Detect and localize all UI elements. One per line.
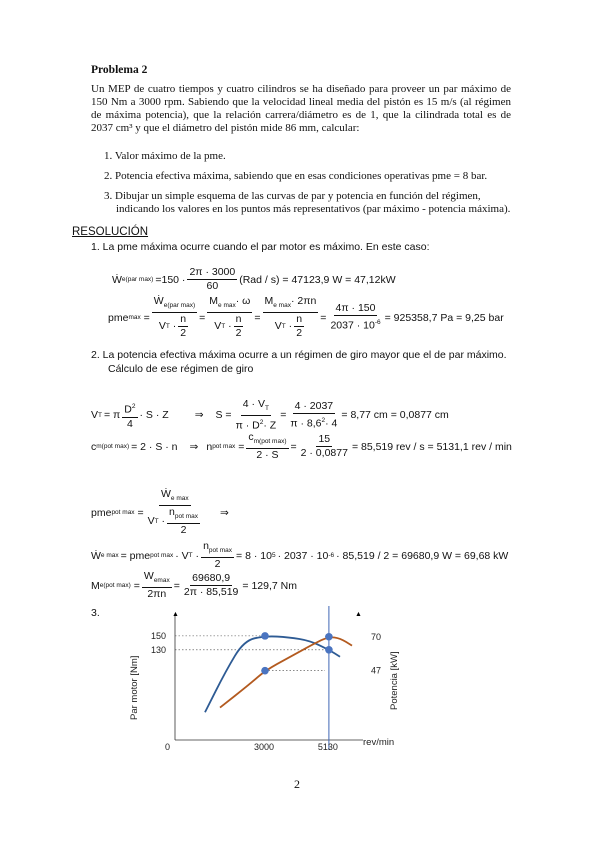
- fraction: [207, 295, 252, 340]
- list-item-number: 3.: [104, 190, 113, 202]
- eq-lhs-sub: T: [98, 411, 102, 419]
- list-item-number: 2.: [104, 170, 113, 182]
- numerator: [201, 540, 234, 558]
- eq-text: = 2 · S · n: [131, 440, 178, 453]
- problem-title: Problema 2: [91, 64, 148, 76]
- subscript: e max: [218, 302, 236, 310]
- subscript: pot max: [208, 547, 233, 555]
- power-point-marker: [261, 667, 269, 675]
- fraction: [167, 506, 200, 537]
- dot: ·: [225, 320, 232, 333]
- eq-text: = pme: [120, 549, 151, 562]
- equals-sign: =: [320, 311, 327, 324]
- symbol: W: [143, 570, 154, 582]
- dot: ·: [169, 320, 177, 333]
- eq-text: · 85,519 / 2 = 69680,9 W = 69,68 kW: [336, 549, 509, 562]
- eq-lhs: M: [91, 579, 100, 592]
- list-item: [104, 170, 514, 183]
- eq-lhs: c: [91, 440, 97, 453]
- denominator: [288, 414, 339, 431]
- symbol: V: [158, 320, 166, 333]
- denominator: [328, 316, 382, 333]
- subscript: m(pot max): [253, 438, 287, 446]
- denominator: [157, 313, 192, 340]
- equals-sign: =: [130, 579, 140, 592]
- equation-power-max-torque: [112, 266, 396, 293]
- list-item-text: Dibujar un simple esquema de las curvas de par y potencia en función del régimen, indicando los valores en los puntos más representativos (par máximo - potencia máxima).: [115, 190, 511, 215]
- numerator: [122, 400, 137, 418]
- arrow: ⇒: [194, 409, 204, 422]
- torque-curve: [205, 636, 340, 712]
- subscript: e(par max): [163, 302, 196, 310]
- numerator: 4π · 150: [335, 302, 376, 315]
- dot: ·: [285, 320, 293, 333]
- x-tick-label: 0: [165, 742, 171, 752]
- dot: ·: [158, 515, 166, 528]
- eq-text: π · 8,6: [290, 417, 322, 430]
- fraction: [142, 570, 172, 601]
- eq-lhs: pme: [91, 506, 112, 519]
- eq-text: = 129,7 Nm: [242, 579, 297, 592]
- equation-stroke: [91, 398, 449, 433]
- numerator: [159, 488, 191, 506]
- numerator: [263, 295, 319, 313]
- superscript: -6: [374, 319, 381, 327]
- eq-lhs-sub: e max: [100, 552, 119, 560]
- symbol: n: [203, 540, 209, 552]
- denominator: 2πn: [147, 588, 167, 601]
- eq-text: = 85,519 rev / s = 5131,1 rev / min: [351, 440, 512, 453]
- denominator: 2: [296, 327, 303, 340]
- symbol: M: [264, 295, 274, 307]
- numerator: 69680,9: [192, 572, 231, 585]
- denominator: 2 · 0,0877: [300, 447, 348, 460]
- numerator: n: [296, 313, 303, 326]
- equals-sign: =: [290, 440, 297, 453]
- numerator: [167, 506, 200, 524]
- eq-text: = 8 · 10: [236, 549, 272, 562]
- eq-text: (Rad / s) = 47123,9 W = 47,12kW: [239, 273, 396, 286]
- chart-labels: [129, 631, 400, 752]
- y-left-axis-label: Par motor [Nm]: [129, 655, 140, 720]
- list-item-number: 1.: [104, 150, 113, 162]
- subscript: T: [264, 405, 269, 413]
- numerator: 2π · 3000: [189, 266, 236, 278]
- denominator: 2: [180, 524, 187, 537]
- eq-lhs: pme: [108, 311, 129, 324]
- numerator: [246, 431, 288, 449]
- subscript: pot max: [150, 552, 174, 560]
- denominator: [212, 313, 247, 340]
- subscript: T: [165, 323, 170, 331]
- numerator: [142, 570, 172, 588]
- dot: ·: [192, 549, 200, 562]
- denominator: [273, 313, 308, 340]
- y-right-axis-label: Potencia [kW]: [389, 651, 400, 710]
- y-right-tick-label: 70: [371, 631, 382, 642]
- eq-text: · 2037 · 10: [277, 549, 329, 562]
- denominator: 2: [180, 327, 187, 340]
- eq-text: S =: [215, 409, 232, 422]
- arrow: ⇒: [220, 506, 229, 519]
- step-2-text: 2. La potencia efectiva máxima ocurre a un régimen de giro mayor que el de par máximo. Cálculo de ese régimen de giro: [91, 349, 507, 375]
- eq-text: c: [248, 431, 254, 443]
- list-item: [104, 150, 514, 163]
- eq-text: · S · Z: [139, 409, 169, 422]
- subscript: pot max: [174, 513, 199, 521]
- fraction: [263, 295, 319, 340]
- subscript: T: [154, 518, 159, 526]
- fraction: [328, 302, 382, 333]
- fraction: [299, 433, 350, 460]
- superscript: -6: [328, 552, 335, 560]
- chart-markers: [261, 632, 333, 674]
- subscript: T: [281, 323, 286, 331]
- resolution-heading: RESOLUCIÓN: [72, 226, 149, 238]
- fraction: [182, 572, 241, 599]
- eq-text: · V: [175, 549, 189, 562]
- subscript: T: [221, 323, 226, 331]
- eq-lhs-sub: e(par max): [121, 276, 154, 283]
- subscript: emax: [153, 577, 170, 585]
- symbol: M: [209, 295, 219, 307]
- equation-torque-pot-max: [91, 570, 297, 601]
- eq-lhs-sub: max: [128, 314, 141, 322]
- axis-arrow-right: ▲: [355, 611, 362, 618]
- subscript: e max: [273, 302, 291, 310]
- numerator: [241, 398, 271, 416]
- equation-power-max: [91, 540, 508, 571]
- numerator: 15: [318, 433, 331, 446]
- y-left-tick-label: 130: [151, 644, 167, 655]
- chart-series: [205, 636, 352, 712]
- symbol: D: [124, 403, 132, 416]
- eq-lhs-sub: e(pot max): [99, 582, 131, 590]
- power-point-marker: [325, 633, 333, 641]
- numerator: n: [235, 313, 242, 326]
- axis-arrow-left: ▲: [172, 611, 179, 618]
- numerator: [207, 295, 252, 313]
- list-item-text: Valor máximo de la pme.: [114, 150, 226, 162]
- fraction: [234, 398, 279, 433]
- fraction: [288, 400, 339, 431]
- eq-text: = 925358,7 Pa = 9,25 bar: [384, 311, 504, 324]
- eq-text: n: [206, 440, 213, 453]
- numerator: n: [180, 313, 187, 326]
- equation-speed: [91, 431, 512, 462]
- denominator: 2: [214, 558, 221, 571]
- equals-sign: =: [280, 409, 287, 422]
- equals-sign: =: [235, 440, 245, 453]
- eq-text: =150 ·: [155, 273, 186, 286]
- eq-text: = 8,77 cm = 0,0877 cm: [341, 409, 449, 422]
- y-right-tick-label: 47: [371, 665, 382, 676]
- symbol: V: [274, 320, 282, 333]
- superscript: 2: [259, 419, 264, 427]
- eq-lhs-sub: pot max: [111, 509, 135, 517]
- equals-sign: =: [254, 311, 261, 324]
- eq-lhs-sub: m(pot max): [96, 443, 130, 451]
- eq-text: 4 · V: [242, 398, 265, 410]
- superscript: 5: [271, 552, 276, 560]
- fraction: [246, 431, 288, 462]
- superscript: 2: [131, 403, 136, 411]
- fraction: [152, 295, 197, 340]
- symbol: V: [214, 320, 222, 333]
- symbol: Ẇ: [153, 295, 164, 307]
- fraction: [178, 313, 188, 340]
- denominator: 4: [126, 417, 133, 430]
- fraction: [122, 400, 137, 431]
- numerator: [152, 295, 197, 313]
- y-left-tick-label: 150: [151, 630, 167, 641]
- equals-sign: =: [173, 579, 180, 592]
- eq-text: · ω: [235, 295, 251, 307]
- symbol: Ẇ: [161, 488, 171, 500]
- chart-guides: [175, 606, 329, 750]
- symbol: n: [169, 506, 175, 519]
- list-item-text: Potencia efectiva máxima, sabiendo que en esas condiciones operativas pme = 8 bar.: [115, 170, 488, 182]
- denominator: 60: [206, 280, 219, 292]
- eq-text: = π: [104, 409, 121, 422]
- torque-point-marker: [325, 646, 333, 654]
- equation-pme-pot-max: [91, 488, 229, 537]
- subscript: T: [188, 552, 193, 560]
- fraction: [294, 313, 304, 340]
- eq-text: · Z: [263, 419, 277, 432]
- symbol: V: [147, 515, 155, 528]
- eq-text: π · D: [235, 419, 260, 432]
- fraction: [146, 488, 204, 537]
- eq-lhs: Ẇ: [91, 549, 101, 562]
- problem-statement: Un MEP de cuatro tiempos y cuatro cilindros se ha diseñado para proveer un par máximo de 150 Nm a 3000 rpm. Sabiendo que la velocidad lineal media del pistón es 15 m/s (al régimen de máxima potencia), que la relación carrera/diámetro es de 1, que la cilindrada total es de 2037 cm³ y que el diámetro del pistón mide 86 mm, calcular:: [91, 83, 511, 134]
- fraction: [201, 540, 234, 571]
- subscript: pot max: [212, 443, 236, 451]
- x-axis-label: rev/min: [363, 737, 395, 748]
- torque-point-marker: [261, 632, 269, 640]
- page-number: 2: [294, 777, 300, 791]
- list-item: [104, 190, 526, 216]
- eq-text: 2037 · 10: [330, 319, 375, 332]
- fraction: [234, 313, 244, 340]
- eq-text: · 4: [325, 417, 338, 430]
- eq-lhs: Ẇ: [112, 273, 122, 286]
- denominator: [146, 506, 204, 537]
- step-3-label: 3.: [91, 607, 100, 619]
- superscript: 2: [321, 417, 326, 425]
- eq-text: · 2πn: [290, 295, 317, 307]
- equals-sign: =: [134, 506, 144, 519]
- numerator: 4 · 2037: [294, 400, 334, 413]
- x-tick-label: 5130: [317, 742, 338, 752]
- equation-pme-max: [108, 295, 504, 340]
- equals-sign: =: [140, 311, 150, 324]
- equals-sign: =: [199, 311, 206, 324]
- arrow: ⇒: [189, 440, 199, 453]
- denominator: 2 · S: [256, 449, 279, 462]
- eq-lhs: V: [91, 409, 99, 422]
- power-curve: [220, 637, 352, 707]
- denominator: 2: [235, 327, 242, 340]
- step-1-text: 1. La pme máxima ocurre cuando el par motor es máximo. En este caso:: [91, 241, 430, 253]
- denominator: 2π · 85,519: [183, 586, 239, 599]
- x-tick-label: 3000: [254, 742, 275, 752]
- chart-axes: [172, 611, 363, 740]
- subscript: e max: [170, 495, 189, 503]
- fraction: [187, 266, 237, 293]
